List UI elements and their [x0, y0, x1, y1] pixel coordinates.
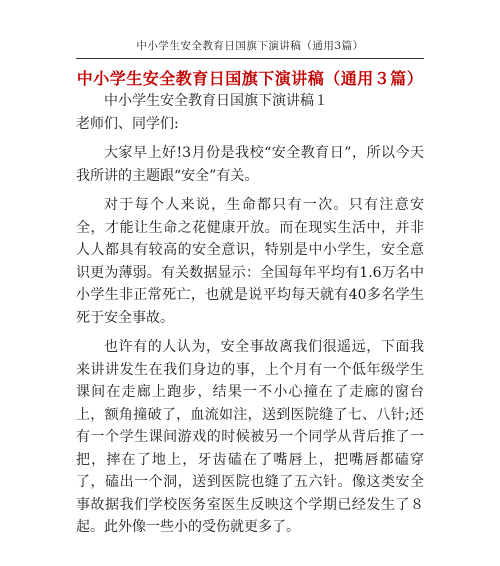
header-divider — [76, 58, 424, 59]
salutation: 老师们、同学们: — [76, 115, 179, 132]
document-title: 中小学生安全教育日国旗下演讲稿（通用３篇） — [76, 69, 424, 88]
subtitle: 中小学生安全教育日国旗下演讲稿１ — [104, 93, 328, 109]
paragraph: 对于每个人来说，生命都只有一次。只有注意安全，才能让生命之花健康开放。而在现实生活中，并非人人都具有较高的安全意识，特别是中小学生，安全意识更为薄弱。有关数据显示：全国每年平均有1.6万名中小学生非正常死亡，也就是说平均每天就有40多名学生死于安全事故。 — [76, 197, 424, 326]
running-header: 中小学生安全教育日国旗下演讲稿（通用3篇） — [136, 40, 364, 52]
paragraph: 也许有的人认为，安全事故离我们很遥远，下面我来讲讲发生在我们身边的事，上个月有一个低年级学生课间在走廊上跑步，结果一不小心撞在了走廊的窗台上，额角撞破了，血流如注，送到医院缝了七、八针;还有一个学生课间游戏的时候被另一个同学从背后推了一把，摔在了地上，牙齿磕在了嘴唇上，把嘴唇都磕穿了，磕出一个洞，送到医院也缝了五六针。像这类安全事故据我们学校医务室医生反映这个学期已经发生了８起。此外像一些小的受伤就更多了。 — [76, 339, 424, 535]
paragraph: 大家早上好!3月份是我校“安全教育日”，所以今天我所讲的主题跟“安全”有关。 — [76, 145, 424, 184]
document-body — [76, 90, 424, 539]
